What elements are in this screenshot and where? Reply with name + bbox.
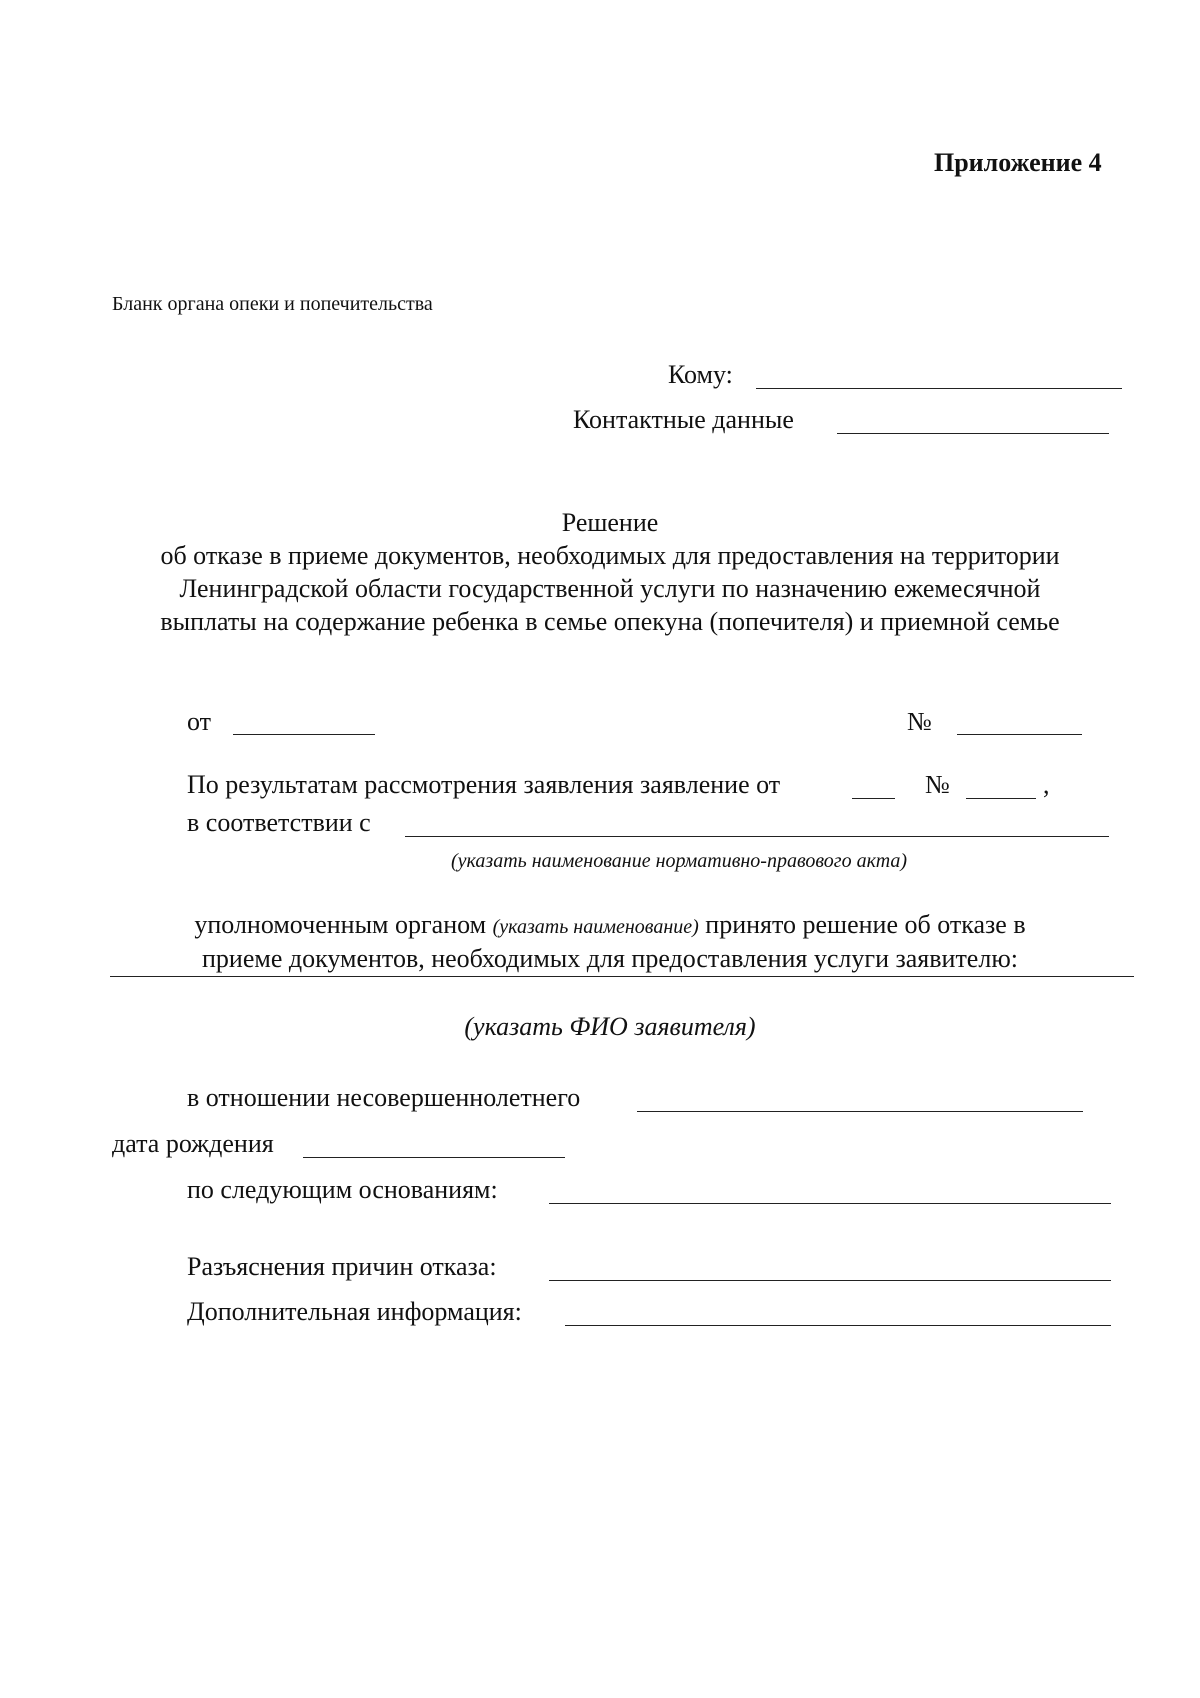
explanations-label: Разъяснения причин отказа: (187, 1252, 497, 1281)
accordance-label: в соответствии с (187, 808, 371, 837)
review-text: По результатам рассмотрения заявления заявление от (187, 770, 781, 799)
birth-date-label: дата рождения (112, 1129, 274, 1158)
doc-number-blank[interactable] (957, 734, 1082, 735)
decision-line-2: приеме документов, необходимых для предоставления услуги заявителю: (202, 944, 1018, 973)
recipient-to-blank[interactable] (756, 388, 1122, 389)
explanations-blank[interactable] (549, 1280, 1111, 1281)
decision-heading: Решение (561, 508, 659, 537)
minor-label: в отношении несовершеннолетнего (187, 1083, 581, 1112)
grounds-label: по следующим основаниям: (187, 1175, 498, 1204)
applicant-name-hint: (указать ФИО заявителя) (464, 1012, 756, 1041)
decision-part-1: уполномоченным органом (194, 910, 487, 939)
letterhead-text: Бланк органа опеки и попечительства (112, 293, 433, 315)
application-date-blank[interactable] (852, 798, 895, 799)
applicant-name-blank[interactable] (110, 976, 1134, 977)
authority-hint: (указать наименование) (492, 916, 699, 938)
application-number-label: № (925, 770, 950, 799)
grounds-blank[interactable] (549, 1203, 1111, 1204)
decision-title-line-3: выплаты на содержание ребенка в семье опекуна (попечителя) и приемной семье (160, 607, 1060, 636)
decision-part-2: принято решение об отказе в (705, 910, 1026, 939)
date-from-blank[interactable] (233, 734, 375, 735)
recipient-contacts-blank[interactable] (837, 433, 1109, 434)
decision-title-line-2: Ленинградской области государственной услуги по назначению ежемесячной (179, 574, 1041, 603)
recipient-contacts-label: Контактные данные (573, 405, 794, 434)
doc-number-label: № (907, 707, 932, 736)
birth-date-blank[interactable] (303, 1157, 565, 1158)
recipient-to-label: Кому: (668, 360, 733, 389)
minor-name-blank[interactable] (637, 1111, 1083, 1112)
legal-act-hint: (указать наименование нормативно-правового акта) (451, 850, 908, 872)
additional-info-blank[interactable] (565, 1325, 1111, 1326)
decision-title-line-1: об отказе в приеме документов, необходимых для предоставления на территории (160, 541, 1060, 570)
date-from-label: от (187, 707, 212, 736)
legal-act-blank[interactable] (405, 836, 1109, 837)
review-comma: , (1043, 770, 1050, 799)
decision-line-1 (110, 910, 1110, 942)
application-number-blank[interactable] (966, 798, 1036, 799)
appendix-label: Приложение 4 (934, 148, 1102, 177)
additional-info-label: Дополнительная информация: (187, 1297, 522, 1326)
